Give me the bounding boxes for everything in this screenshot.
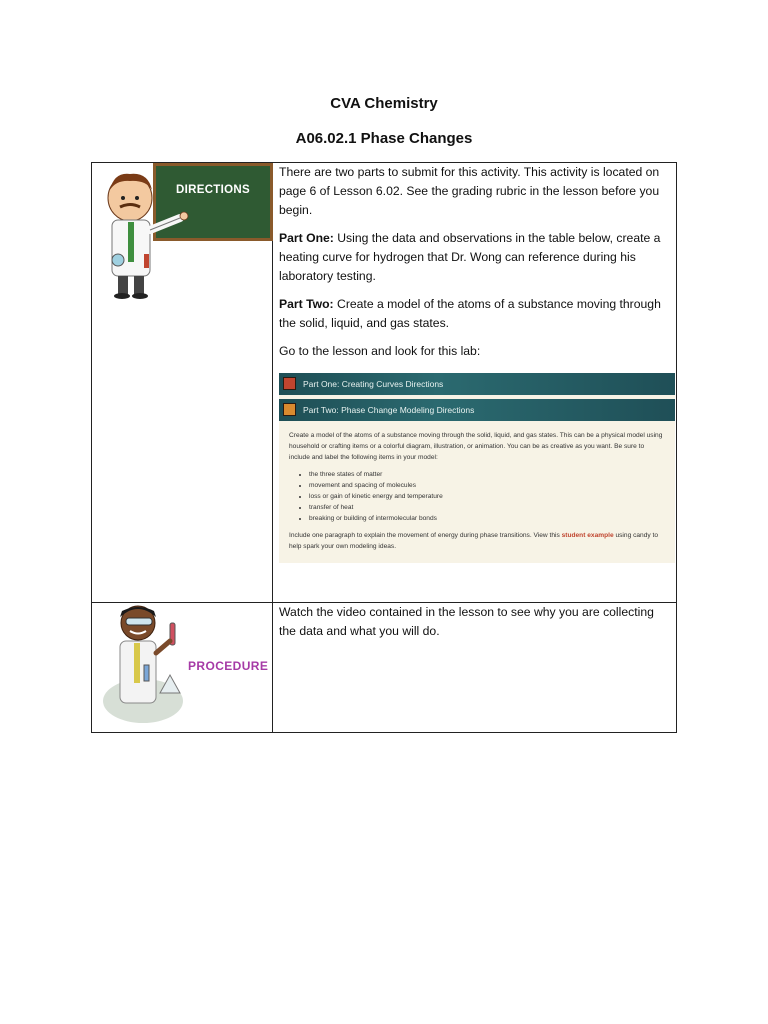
lab-body-text: Create a model of the atoms of a substance moving through the solid, liquid, and gas states. This can be a physical model using household or crafting items or a colorful diagram, illustration, or animation. You can be as creative as you want. Be sure to include and label the following items in your model: bbox=[289, 432, 663, 461]
lab-closing-after: using candy to help spark your own modeling ideas. bbox=[289, 532, 658, 550]
part-one-bar-label: Part One: Creating Curves Directions bbox=[303, 379, 444, 389]
list-item: • breaking or building of intermolecular bonds bbox=[309, 513, 665, 524]
expand-arrow-icon bbox=[283, 403, 296, 416]
lab-closing bbox=[289, 530, 665, 552]
instructions-table bbox=[91, 162, 677, 733]
directions-label: DIRECTIONS bbox=[176, 184, 250, 196]
collapse-arrow-icon bbox=[283, 377, 296, 390]
lab-screenshot bbox=[279, 373, 675, 563]
part-one-text: Using the data and observations in the table below, create a heating curve for hydrogen that Dr. Wong can reference during his laboratory testing. bbox=[279, 231, 661, 283]
list-item: • loss or gain of kinetic energy and temperature bbox=[309, 491, 665, 502]
lab-body bbox=[289, 430, 665, 558]
list-item: • the three states of matter bbox=[309, 469, 665, 480]
scientist-icon bbox=[98, 168, 193, 303]
procedure-illustration bbox=[98, 603, 268, 728]
part-two-paragraph bbox=[279, 295, 673, 333]
part-two-bar-label: Part Two: Phase Change Modeling Directions bbox=[303, 405, 475, 415]
page-subtitle: A06.02.1 Phase Changes bbox=[295, 130, 473, 147]
page-title: CVA Chemistry bbox=[330, 95, 438, 112]
list-item: • transfer of heat bbox=[309, 502, 665, 513]
part-one-bar bbox=[279, 373, 675, 395]
directions-illustration bbox=[98, 163, 268, 298]
lab-closing-before: Include one paragraph to explain the movement of energy during phase transitions. View this bbox=[289, 532, 562, 539]
directions-intro: There are two parts to submit for this activity. This activity is located on page 6 of Lesson 6.02. See the grading rubric in the lesson before you begin. bbox=[279, 165, 660, 217]
part-two-label: Part Two: bbox=[279, 297, 334, 311]
model-items-list bbox=[289, 469, 665, 524]
column-divider bbox=[272, 163, 273, 732]
part-one-label: Part One: bbox=[279, 231, 334, 245]
procedure-text-cell bbox=[279, 603, 673, 650]
part-two-bar bbox=[279, 399, 675, 421]
go-to-lesson: Go to the lesson and look for this lab: bbox=[279, 344, 481, 358]
part-one-paragraph bbox=[279, 229, 673, 286]
student-scientist-icon bbox=[98, 603, 188, 725]
part-two-text: Create a model of the atoms of a substance moving through the solid, liquid, and gas states. bbox=[279, 297, 661, 330]
student-example-link[interactable]: student example bbox=[561, 532, 614, 539]
procedure-text: Watch the video contained in the lesson to see why you are collecting the data and what you will do. bbox=[279, 605, 654, 638]
procedure-label: PROCEDURE bbox=[188, 659, 269, 673]
list-item: • movement and spacing of molecules bbox=[309, 480, 665, 491]
directions-text bbox=[279, 163, 673, 370]
